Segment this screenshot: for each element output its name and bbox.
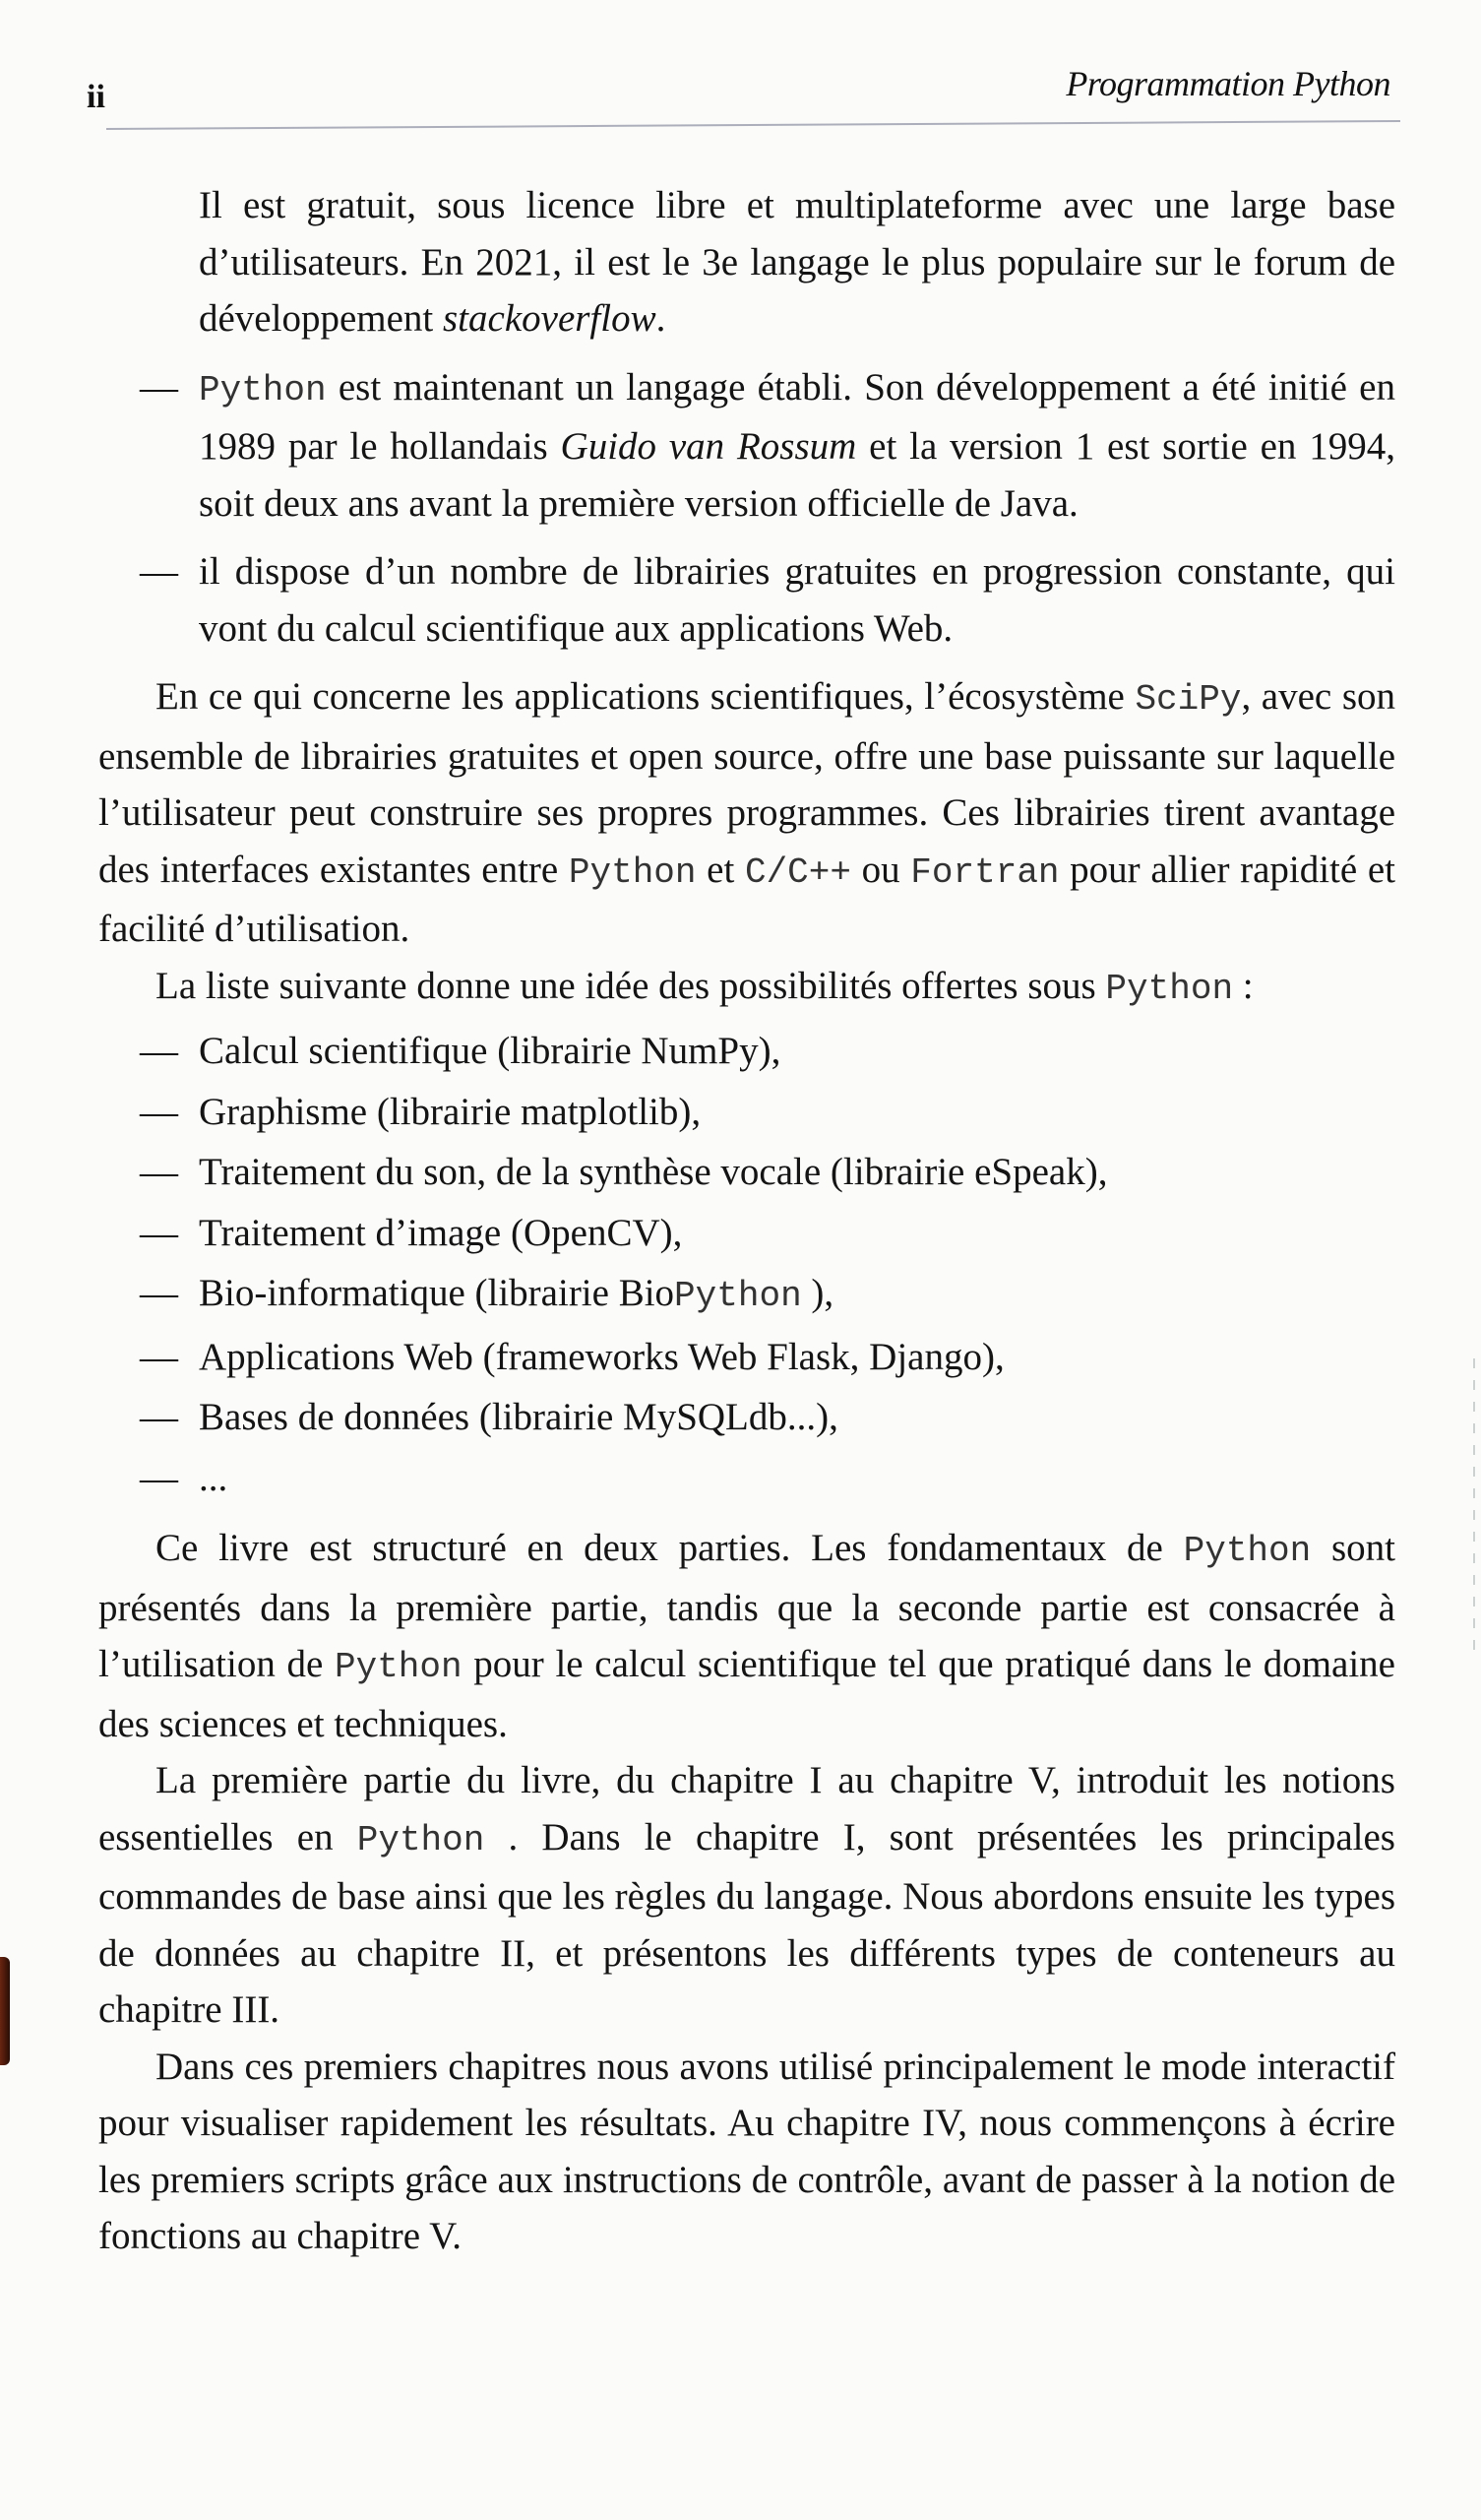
- list-item: [98, 1329, 1395, 1386]
- dash-bullet-icon: —: [140, 1456, 178, 1499]
- list-item: [98, 1265, 1395, 1325]
- code-term: Fortran: [910, 851, 1060, 893]
- paragraph-part-one: [98, 1752, 1395, 2039]
- code-term: Python: [199, 369, 327, 410]
- text: .: [655, 297, 666, 340]
- text: Bio-informatique (librairie Bio: [199, 1272, 675, 1314]
- list-item: [98, 1144, 1395, 1201]
- text: La première partie du livre, du chapitre I au chapitre V, introduit les notions essentielles en: [98, 1759, 1395, 1858]
- possibilities-list: [98, 1023, 1395, 1506]
- italic-term: stackoverflow: [443, 297, 656, 340]
- text: pour le calcul scientifique tel que pratiqué dans le domaine des sciences et techniques.: [98, 1643, 1395, 1745]
- dash-bullet-icon: —: [140, 1090, 178, 1133]
- paragraph-chapters: [98, 2039, 1395, 2265]
- text: , avec son ensemble de librairies gratuites et open source, offre une base puissante sur laquelle l’utilisateur peut construire ses propres programmes. Ces librairies tirent avantage des interfaces existantes entre: [98, 675, 1396, 891]
- text: ou: [851, 848, 911, 891]
- list-item: [98, 1205, 1395, 1262]
- text: Dans ces premiers chapitres nous avons utilisé principalement le mode interactif pour visualiser rapidement les résultats. Au chapitre IV, nous commençons à écrire les premiers scripts grâce aux instructions de contrôle, avant de passer à la notion de fonctions au chapitre V.: [98, 2045, 1395, 2257]
- dash-bullet-icon: —: [140, 550, 178, 593]
- text: et: [696, 848, 745, 891]
- paragraph-list-intro: [98, 958, 1395, 1018]
- page-header: [87, 39, 1390, 118]
- dash-bullet-icon: —: [140, 365, 178, 409]
- page-number: ii: [87, 79, 105, 115]
- code-term: Python: [1105, 968, 1234, 1009]
- text: La liste suivante donne une idée des possibilités offertes sous: [155, 964, 1106, 1007]
- text: Ce livre est structuré en deux parties. Les fondamentaux de: [155, 1527, 1184, 1569]
- dash-bullet-icon: —: [140, 1211, 178, 1254]
- code-term: SciPy: [1135, 679, 1242, 720]
- code-term: Python: [568, 851, 697, 893]
- header-rule: [106, 120, 1400, 130]
- feature-bullet: [98, 359, 1395, 533]
- text: et la version 1 est sortie en 1994, soit deux ans avant la première version officielle de Java.: [199, 425, 1396, 525]
- text: Applications Web (frameworks Web Flask, Django),: [199, 1335, 1005, 1378]
- paragraph-scipy: [98, 668, 1395, 958]
- dash-bullet-icon: —: [140, 1272, 178, 1314]
- dash-bullet-icon: —: [140, 1396, 178, 1438]
- text: En ce qui concerne les applications scientifiques, l’écosystème: [155, 675, 1136, 718]
- running-title: Programmation Python: [1066, 64, 1390, 103]
- text: . Dans le chapitre I, sont présentées les principales commandes de base ainsi que les règles du langage. Nous abordons ensuite les types de données au chapitre II, et présentons les différents types de conteneurs au chapitre III.: [98, 1815, 1395, 2031]
- text: :: [1233, 964, 1254, 1007]
- code-term: Python: [356, 1819, 485, 1860]
- text: Calcul scientifique (librairie NumPy),: [199, 1030, 781, 1072]
- text: est maintenant un langage établi. Son développement a été initié en 1989 par le hollandais: [199, 365, 1395, 468]
- dash-bullet-icon: —: [140, 1030, 178, 1072]
- list-item: [98, 1450, 1395, 1507]
- code-term: C/C++: [744, 851, 851, 893]
- list-item: [98, 1084, 1395, 1141]
- text: Il est gratuit, sous licence libre et multiplateforme avec une large base d’utilisateurs. En 2021, il est le 3e langage le plus populaire sur le forum de développement: [199, 184, 1395, 340]
- text: Traitement du son, de la synthèse vocale (librairie eSpeak),: [199, 1151, 1108, 1193]
- code-term: Python: [674, 1276, 802, 1316]
- feature-bullet: [98, 543, 1395, 657]
- code-term: Python: [334, 1647, 463, 1687]
- page-edge-shadow: [1473, 1358, 1475, 1654]
- text: pour allier rapidité et facilité d’utilisation.: [98, 848, 1395, 950]
- italic-name: Guido van Rossum: [560, 425, 857, 468]
- dash-bullet-icon: —: [140, 1335, 178, 1378]
- intro-continuation: [98, 177, 1395, 347]
- text: sont présentés dans la première partie, tandis que la seconde partie est consacrée à l’utilisation de: [98, 1527, 1395, 1685]
- text: Traitement d’image (OpenCV),: [199, 1211, 683, 1254]
- page-edge-mark: [0, 1957, 10, 2065]
- paragraph-structure: [98, 1520, 1395, 1752]
- text: Bases de données (librairie MySQLdb...),: [199, 1396, 838, 1438]
- dash-bullet-icon: —: [140, 1151, 178, 1193]
- list-item: [98, 1389, 1395, 1446]
- text: Graphisme (librairie matplotlib),: [199, 1090, 702, 1133]
- text: ...: [199, 1456, 228, 1499]
- list-item: [98, 1023, 1395, 1080]
- text: ),: [801, 1272, 834, 1314]
- code-term: Python: [1183, 1531, 1312, 1571]
- page-body: [98, 177, 1395, 2265]
- text: il dispose d’un nombre de librairies gratuites en progression constante, qui vont du calcul scientifique aux applications Web.: [199, 550, 1395, 650]
